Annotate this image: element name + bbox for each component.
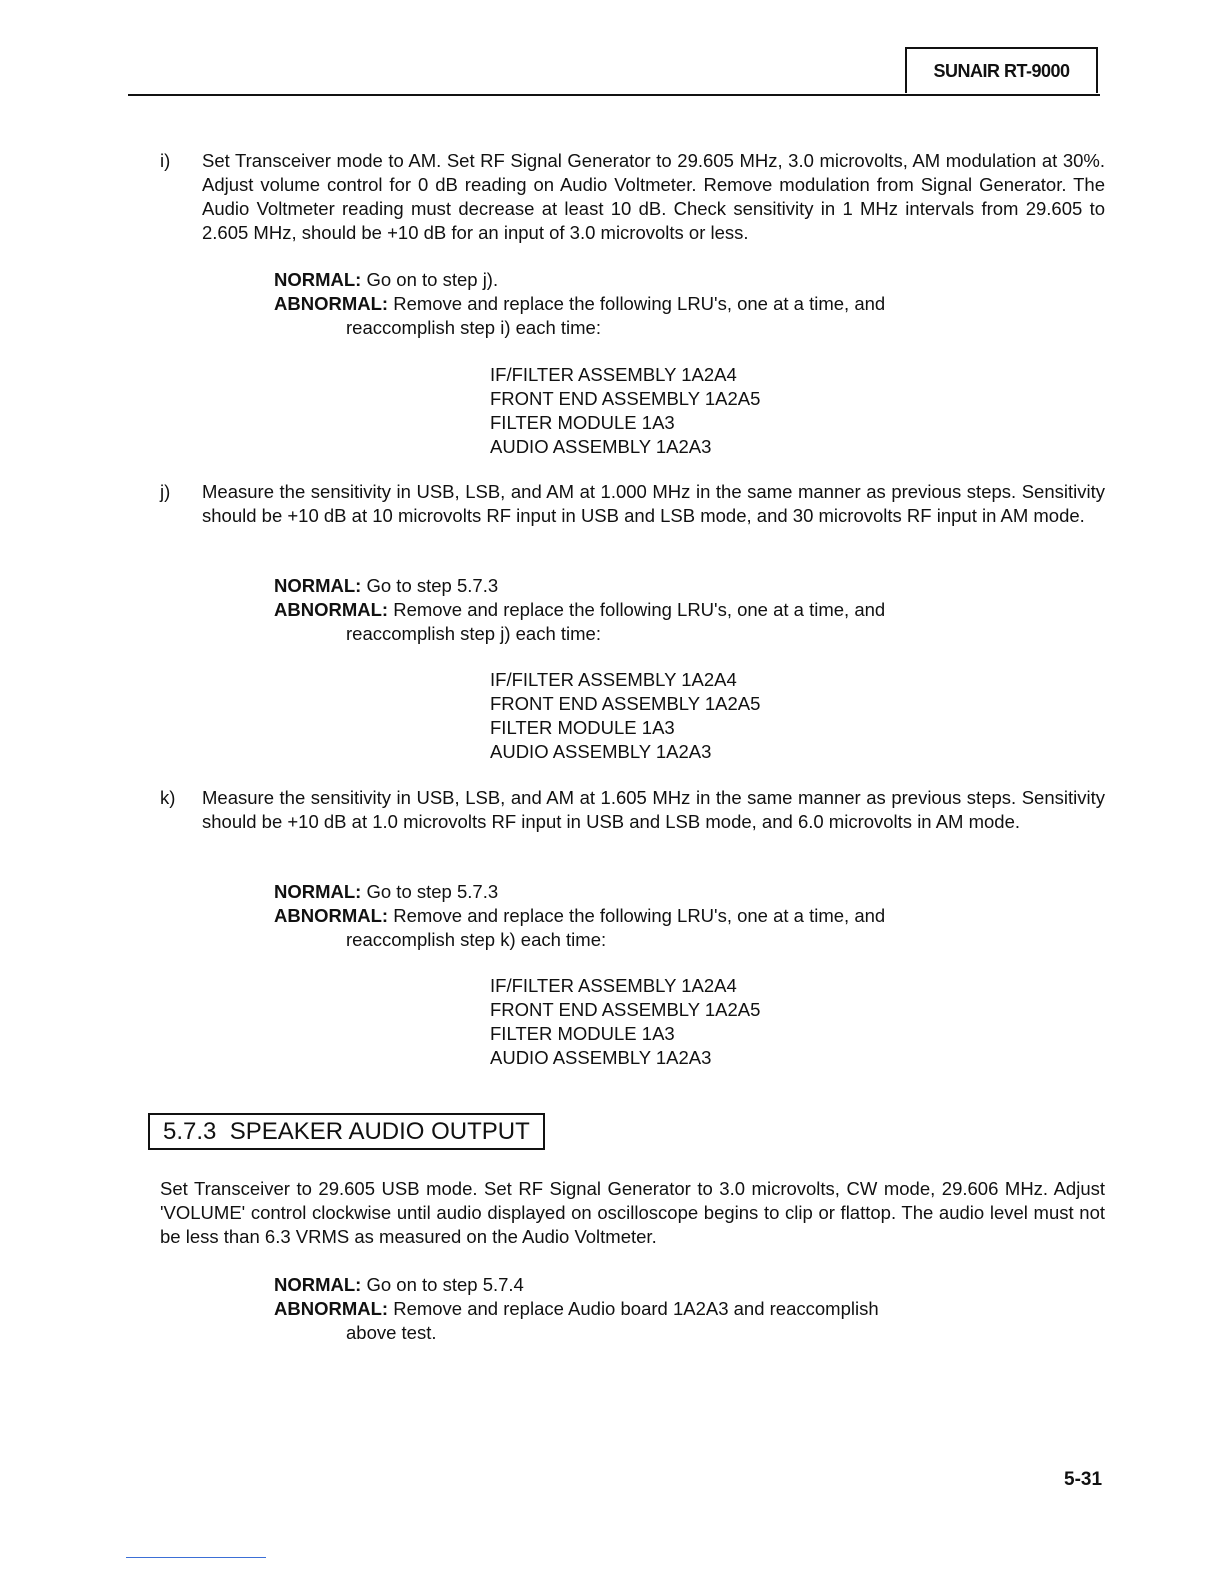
normal-line: [274, 1273, 974, 1297]
lru-item: FILTER MODULE 1A3: [490, 412, 675, 433]
abnormal-label: ABNORMAL:: [274, 905, 389, 926]
abnormal-text: Remove and replace the following LRU's, one at a time, and: [393, 599, 886, 620]
abnormal-label: ABNORMAL:: [274, 599, 389, 620]
step-text: Measure the sensitivity in USB, LSB, and AM at 1.000 MHz in the same manner as previous steps. Sensitivity should be +10 dB at 10 microvolts RF input in USB and LSB mode, and 30 microvolts RF input in AM mode.: [202, 481, 1105, 526]
step-text: Set Transceiver mode to AM. Set RF Signal Generator to 29.605 MHz, 3.0 microvolts, AM modulation at 30%. Adjust volume control for 0 dB reading on Audio Voltmeter. Remove modulation from Signal Generator. The Audio Voltmeter reading must decrease at least 10 dB. Check sensitivity in 1 MHz intervals from 29.605 to 2.605 MHz, should be +10 dB for an input of 3.0 microvolts or less.: [202, 150, 1105, 243]
step-text: Measure the sensitivity in USB, LSB, and AM at 1.605 MHz in the same manner as previous steps. Sensitivity should be +10 dB at 1.0 microvolts RF input in USB and LSB mode, and 6.0 microvolts in AM mode.: [202, 787, 1105, 832]
header-title: SUNAIR RT-9000: [933, 60, 1070, 81]
abnormal-continuation: reaccomplish step k) each time:: [346, 929, 607, 950]
step-j-lru-list: [490, 668, 760, 764]
step-i-lru-list: [490, 363, 760, 459]
lru-item: AUDIO ASSEMBLY 1A2A3: [490, 741, 712, 762]
step-k-outcomes: [274, 880, 974, 952]
normal-label: NORMAL:: [274, 1274, 362, 1295]
lru-item: IF/FILTER ASSEMBLY 1A2A4: [490, 975, 737, 996]
abnormal-line: [274, 292, 974, 316]
step-j-outcomes: [274, 574, 974, 646]
section-heading: 5.7.3 SPEAKER AUDIO OUTPUT: [148, 1113, 545, 1150]
header-rule: [128, 94, 1100, 96]
header-title-box: [905, 47, 1098, 93]
abnormal-line: [274, 904, 974, 928]
step-i-outcomes: [274, 268, 974, 340]
section-paragraph: Set Transceiver to 29.605 USB mode. Set RF Signal Generator to 3.0 microvolts, CW mode, 29.606 MHz. Adjust 'VOLUME' control clockwise until audio displayed on oscilloscope begins to clip or flattop. The audio level must not be less than 6.3 VRMS as measured on the Audio Voltmeter.: [160, 1178, 1105, 1247]
section-outcomes: [274, 1273, 974, 1345]
normal-label: NORMAL:: [274, 269, 362, 290]
lru-item: FILTER MODULE 1A3: [490, 1023, 675, 1044]
lru-item: FILTER MODULE 1A3: [490, 717, 675, 738]
abnormal-label: ABNORMAL:: [274, 1298, 389, 1319]
lru-item: FRONT END ASSEMBLY 1A2A5: [490, 693, 761, 714]
step-i: [160, 149, 1105, 245]
step-k-lru-list: [490, 974, 760, 1070]
abnormal-line: [274, 1297, 974, 1321]
abnormal-line: [274, 598, 974, 622]
lru-item: FRONT END ASSEMBLY 1A2A5: [490, 999, 761, 1020]
abnormal-label: ABNORMAL:: [274, 293, 389, 314]
step-label: i): [160, 150, 171, 171]
step-k: [160, 786, 1105, 834]
normal-label: NORMAL:: [274, 575, 362, 596]
abnormal-text: Remove and replace the following LRU's, one at a time, and: [393, 905, 886, 926]
abnormal-continuation: reaccomplish step i) each time:: [346, 317, 601, 338]
normal-line: [274, 268, 974, 292]
lru-item: FRONT END ASSEMBLY 1A2A5: [490, 388, 761, 409]
step-j: [160, 480, 1105, 528]
normal-text: Go to step 5.7.3: [366, 575, 499, 596]
step-label: j): [160, 481, 171, 502]
lru-item: AUDIO ASSEMBLY 1A2A3: [490, 1047, 712, 1068]
page-number: 5-31: [1064, 1469, 1103, 1490]
lru-item: IF/FILTER ASSEMBLY 1A2A4: [490, 364, 737, 385]
abnormal-text: Remove and replace Audio board 1A2A3 and reaccomplish: [393, 1298, 879, 1319]
normal-line: [274, 574, 974, 598]
normal-text: Go on to step 5.7.4: [366, 1274, 524, 1295]
normal-text: Go to step 5.7.3: [366, 881, 499, 902]
step-label: k): [160, 787, 176, 808]
lru-item: AUDIO ASSEMBLY 1A2A3: [490, 436, 712, 457]
footer-rule: [126, 1557, 266, 1558]
abnormal-continuation: above test.: [346, 1322, 437, 1343]
normal-label: NORMAL:: [274, 881, 362, 902]
abnormal-continuation: reaccomplish step j) each time:: [346, 623, 601, 644]
normal-text: Go on to step j).: [366, 269, 499, 290]
abnormal-text: Remove and replace the following LRU's, one at a time, and: [393, 293, 886, 314]
lru-item: IF/FILTER ASSEMBLY 1A2A4: [490, 669, 737, 690]
normal-line: [274, 880, 974, 904]
